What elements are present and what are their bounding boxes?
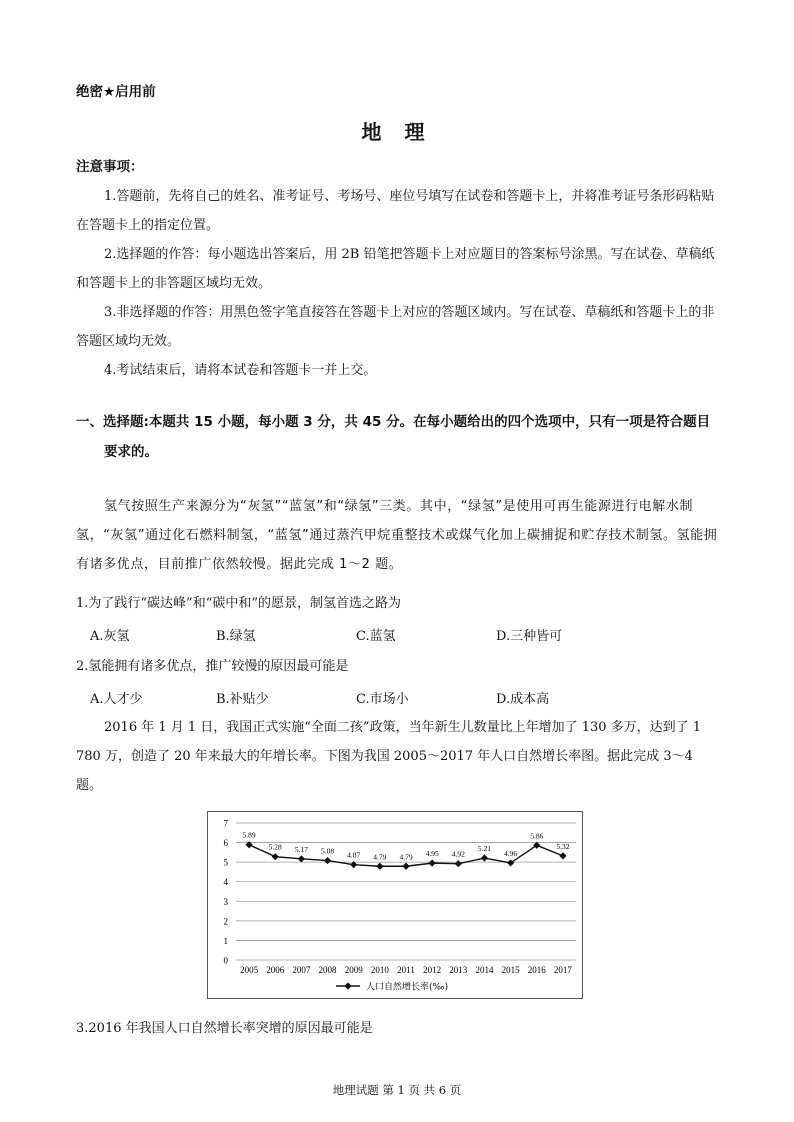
chart-svg (208, 812, 582, 998)
data-label: 5.28 (268, 842, 282, 852)
x-tick-label: 2005 (240, 965, 259, 975)
data-point (429, 860, 436, 867)
notice-item: 3.非选择题的作答：用黑色签字笔直接答在答题卡上对应的答题区域内。写在试卷、草稿纸和答题卡上的非答题区域均无效。 (76, 305, 715, 349)
x-tick-label: 2016 (527, 965, 546, 975)
notice-heading: 注意事项： (76, 159, 144, 175)
x-tick-label: 2017 (553, 965, 572, 975)
data-label: 4.96 (504, 848, 518, 858)
y-tick-label: 7 (223, 818, 228, 829)
notice-list (76, 182, 722, 385)
notice-item: 1.答题前，先将自己的姓名、准考证号、考场号、座位号填写在试卷和答题卡上，并将准考证号条形码粘贴在答题卡上的指定位置。 (76, 189, 715, 233)
data-label: 5.21 (477, 844, 492, 854)
data-point (376, 863, 383, 870)
data-point (481, 854, 488, 861)
page-title: 地 理 (361, 120, 433, 144)
x-tick-label: 2014 (475, 965, 494, 975)
x-tick-label: 2006 (266, 965, 285, 975)
passage-text: 2016 年 1 月 1 日，我国正式实施“全面二孩”政策，当年新生儿数量比上年增加了 130 多万，达到了 1 780 万，创造了 20 年来最大的年增长率。下图为我国 2005～2017 年人口自然增长率图。据此完成 3～4 题。 (76, 720, 702, 793)
q1-option-b: B.绿氢 (216, 629, 256, 644)
question-1-stem: 1.为了践行“碳达峰”和“碳中和”的愿景，制氢首选之路为 (76, 596, 401, 611)
q2-option-c: C.市场小 (356, 692, 409, 707)
passage-hydrogen (76, 492, 722, 579)
x-tick-label: 2008 (318, 965, 337, 975)
data-point (559, 852, 566, 859)
data-point (455, 860, 462, 867)
data-label: 4.95 (425, 849, 439, 859)
y-tick-label: 4 (223, 877, 228, 888)
page-footer: 地理试题 第 1 页 共 6 页 (332, 1083, 462, 1097)
y-tick-label: 1 (223, 935, 228, 946)
data-label: 5.08 (320, 846, 335, 856)
data-label: 4.87 (347, 850, 361, 860)
x-tick-label: 2012 (423, 965, 442, 975)
y-tick-label: 0 (223, 955, 228, 966)
data-label: 4.79 (373, 852, 387, 862)
confidential-label: 绝密★启用前 (76, 84, 156, 100)
data-label: 5.17 (294, 844, 308, 854)
data-label: 5.89 (242, 830, 256, 840)
q2-option-d: D.成本高 (496, 692, 550, 707)
q1-option-d: D.三种皆可 (496, 629, 563, 644)
data-point (272, 853, 279, 860)
q2-option-a: A.人才少 (90, 692, 143, 707)
data-point (298, 855, 305, 862)
y-tick-label: 2 (223, 916, 228, 927)
x-tick-label: 2010 (370, 965, 389, 975)
passage-population (76, 713, 722, 800)
y-tick-label: 5 (223, 857, 228, 868)
legend-label: 人口自然增长率(‰) (366, 982, 449, 993)
section-heading-line: 一、选择题:本题共 15 小题，每小题 3 分，共 45 分。在每小题给出的四个选项中，只有一项是符合题目 (76, 414, 711, 430)
question-2-stem: 2.氢能拥有诸多优点，推广较慢的原因最可能是 (76, 659, 349, 674)
data-label: 5.32 (556, 841, 570, 851)
data-point (402, 863, 409, 870)
x-tick-label: 2015 (501, 965, 520, 975)
data-label: 5.86 (530, 831, 544, 841)
x-tick-label: 2007 (292, 965, 311, 975)
passage-text: 氢气按照生产来源分为“灰氢”“蓝氢”和“绿氢”三类。其中，“绿氢”是使用可再生能源进行电解水制氢，“灰氢”通过化石燃料制氢，“蓝氢”通过蒸汽甲烷重整技术或煤气化加上碳捕捉和贮存技术制氢。氢能拥有诸多优点，目前推广依然较慢。据此完成 1～2 题。 (76, 499, 718, 572)
y-tick-label: 3 (223, 896, 228, 907)
q1-option-c: C.蓝氢 (356, 629, 396, 644)
section-heading (76, 407, 722, 467)
section-heading-cont: 要求的。 (104, 444, 158, 460)
q1-option-a: A.灰氢 (90, 629, 130, 644)
legend-marker (344, 982, 351, 989)
q2-option-b: B.补贴少 (216, 692, 269, 707)
x-tick-label: 2013 (449, 965, 468, 975)
data-label: 4.92 (451, 849, 465, 859)
data-label: 4.79 (399, 852, 413, 862)
growth-rate-chart (207, 811, 583, 999)
question-3-stem: 3.2016 年我国人口自然增长率突增的原因最可能是 (76, 1021, 373, 1036)
data-point (324, 857, 331, 864)
x-tick-label: 2009 (344, 965, 363, 975)
y-tick-label: 6 (223, 838, 228, 849)
notice-item: 2.选择题的作答：每小题选出答案后，用 2B 铅笔把答题卡上对应题目的答案标号涂黑。写在试卷、草稿纸和答题卡上的非答题区域均无效。 (76, 247, 715, 291)
notice-item: 4.考试结束后，请将本试卷和答题卡一并上交。 (104, 363, 377, 378)
x-tick-label: 2011 (397, 965, 415, 975)
